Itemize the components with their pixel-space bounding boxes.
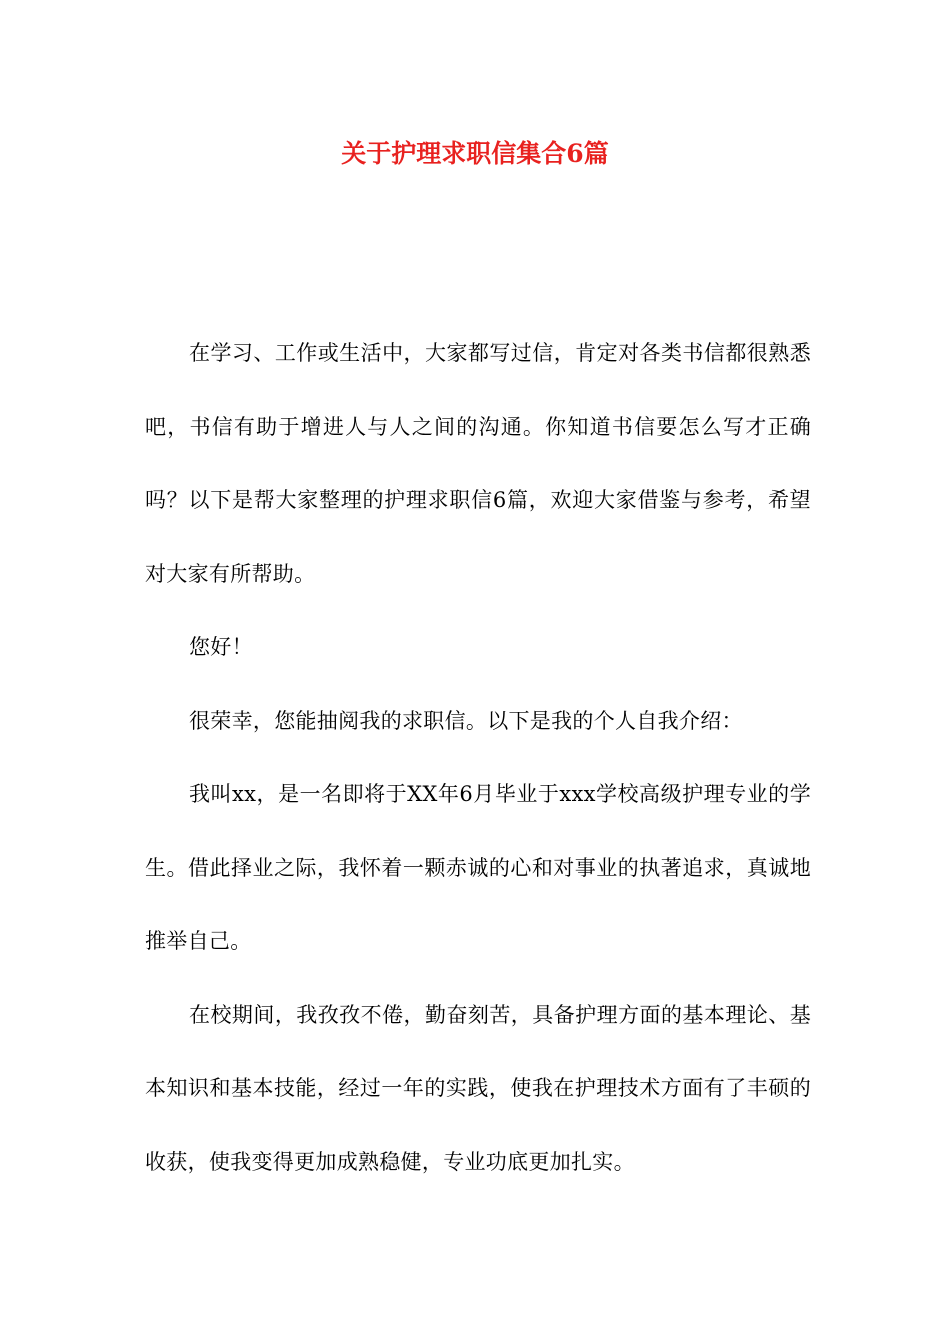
paragraph-thanks: 很荣幸，您能抽阅我的求职信。以下是我的个人自我介绍： — [189, 708, 743, 733]
paragraph-study: 在校期间，我孜孜不倦，勤奋刻苦，具备护理方面的基本理论、基本知识和基本技能，经过一年的实践，使我在护理技术方面有了丰硕的收获，使我变得更加成熟稳健，专业功底更加扎实。 — [145, 1002, 811, 1174]
paragraph-greeting: 您好！ — [189, 635, 253, 659]
paragraph-intro: 在学习、工作或生活中，大家都写过信，肯定对各类书信都很熟悉吧，书信有助于增进人与人之间的沟通。你知道书信要怎么写才正确吗？以下是帮大家整理的护理求职信6篇，欢迎大家借鉴与参考，希望对大家有所帮助。 — [145, 341, 811, 586]
paragraph-self-intro: 我叫xx，是一名即将于XX年6月毕业于xxx学校高级护理专业的学生。借此择业之际，我怀着一颗赤诚的心和对事业的执著追求，真诚地推举自己。 — [145, 782, 811, 953]
document-title: 关于护理求职信集合6篇 — [341, 139, 609, 168]
document-body — [145, 317, 811, 1199]
